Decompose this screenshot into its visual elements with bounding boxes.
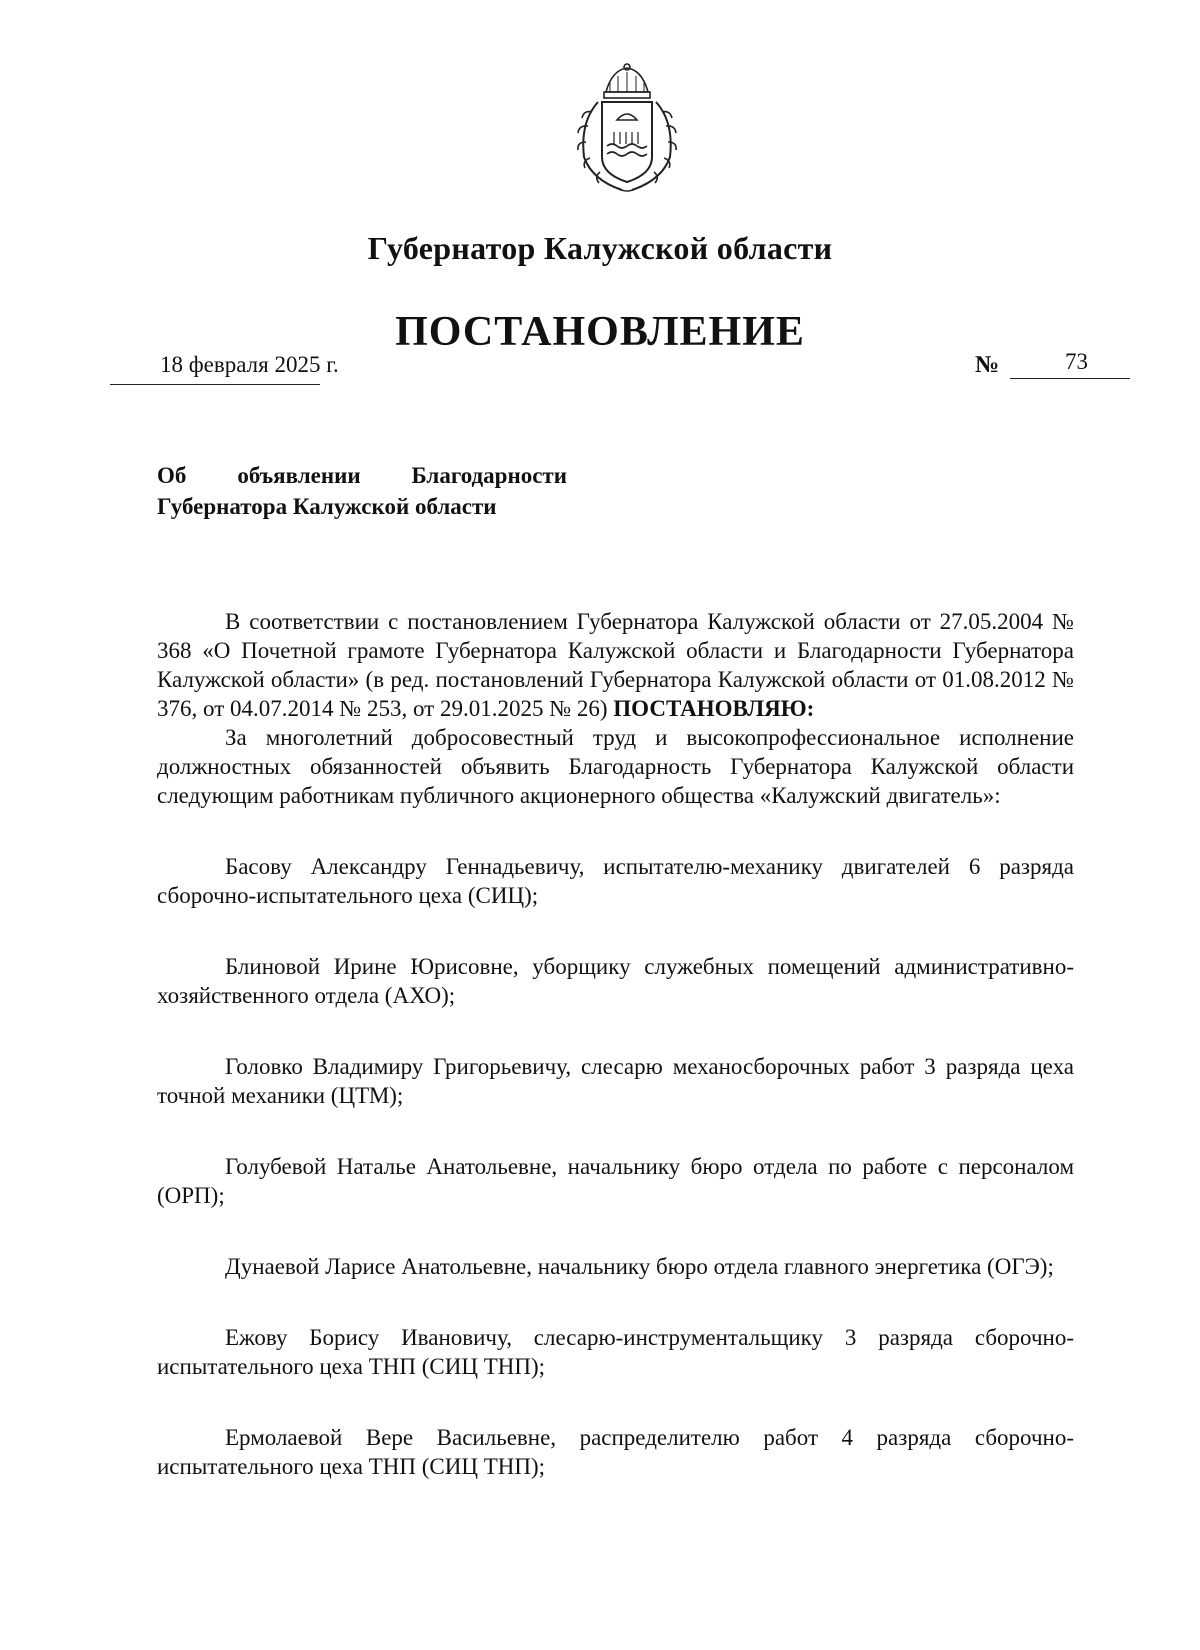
subject-word: Благодарности — [411, 463, 567, 488]
issuing-authority: Губернатор Калужской области — [367, 230, 833, 266]
document-body — [157, 607, 1074, 1481]
decree-word: ПОСТАНОВЛЯЮ: — [613, 696, 815, 721]
person-entry: Блиновой Ирине Юрисовне, уборщику служебных помещений административно-хозяйственного отдела (АХО); — [157, 954, 1074, 1008]
person-entry: Голубевой Наталье Анатольевне, начальнику бюро отдела по работе с персоналом (ОРП); — [157, 1154, 1074, 1208]
person-entry: Головко Владимиру Григорьевичу, слесарю механосборочных работ 3 разряда цеха точной механики (ЦТМ); — [157, 1054, 1074, 1108]
subject-word: объявлении — [237, 463, 361, 488]
preamble-paragraph — [157, 607, 1074, 723]
document-date: 18 февраля 2025 г. — [160, 352, 339, 377]
number-sign: № — [975, 352, 1000, 378]
person-entry: Ежову Борису Ивановичу, слесарю-инструментальщику 3 разряда сборочно-испытательного цеха ТНП (СИЦ ТНП); — [157, 1325, 1074, 1379]
person-entry: Басову Александру Геннадьевичу, испытателю-механику двигателей 6 разряда сборочно-испытательного цеха (СИЦ); — [157, 854, 1074, 908]
document-subject — [157, 460, 567, 522]
coat-of-arms-icon — [562, 62, 692, 197]
intro-paragraph: За многолетний добросовестный труд и высокопрофессиональное исполнение должностных обязанностей объявить Благодарность Губернатора Калужской области следующим работникам публичного акционерного общества «Калужский двигатель»: — [157, 725, 1074, 808]
document-number: 73 — [1065, 349, 1088, 374]
subject-line-1 — [157, 460, 567, 491]
preamble-text: В соответствии с постановлением Губернатора Калужской области от 27.05.2004 № 368 «О Почетной грамоте Губернатора Калужской области и Благодарности Губернатора Калужской области» (в ред. постановлений Губернатора Калужской области от 01.08.2012 № 376, от 04.07.2014 № 253, от 29.01.2025 № 26) — [157, 609, 1074, 721]
person-entry: Дунаевой Ларисе Анатольевне, начальнику бюро отдела главного энергетика (ОГЭ); — [225, 1254, 1054, 1279]
person-entry: Ермолаевой Вере Васильевне, распределителю работ 4 разряда сборочно-испытательного цеха ТНП (СИЦ ТНП); — [157, 1425, 1074, 1479]
date-underline — [110, 384, 320, 385]
subject-line-2: Губернатора Калужской области — [157, 494, 497, 519]
number-underline — [1010, 378, 1130, 379]
subject-word: Об — [157, 463, 187, 488]
document-type-title: ПОСТАНОВЛЕНИЕ — [395, 309, 805, 355]
